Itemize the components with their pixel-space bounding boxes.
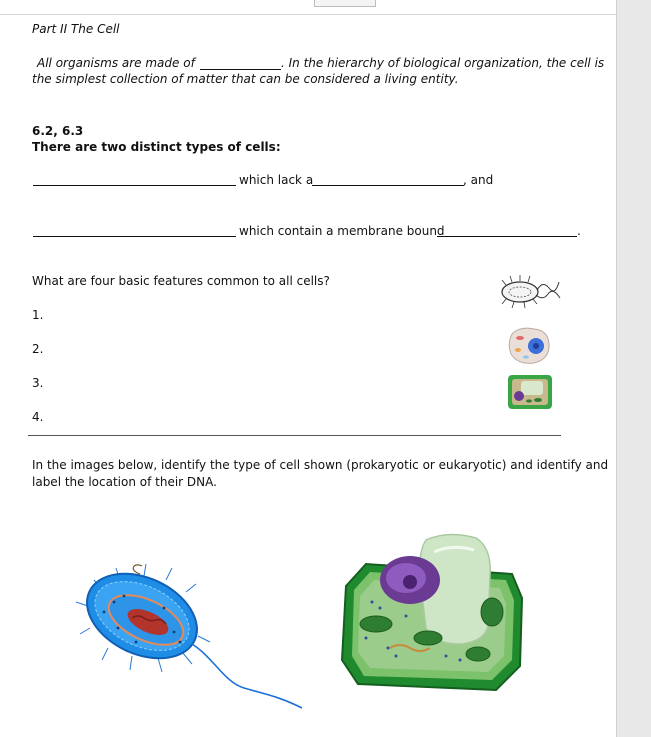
small-animal-cell-image bbox=[506, 324, 552, 366]
small-plant-cell-image bbox=[507, 374, 553, 410]
list-number-4: 4. bbox=[32, 410, 44, 424]
list-number-1: 1. bbox=[32, 308, 44, 322]
question-four-features: What are four basic features common to all cells? bbox=[32, 274, 330, 288]
fill-row1-end: , and bbox=[463, 173, 494, 187]
images-instruction-line2: label the location of their DNA. bbox=[32, 475, 217, 489]
list-number-3: 3. bbox=[32, 376, 44, 390]
divider-line bbox=[28, 435, 561, 436]
scrollbar-track[interactable] bbox=[616, 0, 651, 737]
images-instruction-line1: In the images below, identify the type of cell shown (prokaryotic or eukaryotic) and identify and bbox=[32, 458, 609, 472]
section-title: Part II The Cell bbox=[32, 22, 120, 36]
fill-row2-middle: which contain a membrane bound bbox=[239, 224, 445, 238]
intro-text-part1: All organisms are made of bbox=[37, 56, 195, 70]
bacterium-image bbox=[74, 562, 304, 710]
intro-text-part2: . In the hierarchy of biological organization, the cell is bbox=[281, 56, 605, 70]
plant-cell-image bbox=[336, 528, 526, 692]
fill-row1-middle: which lack a bbox=[239, 173, 314, 187]
two-types-heading: There are two distinct types of cells: bbox=[32, 140, 281, 154]
fill-row2-end: . bbox=[577, 224, 581, 238]
blank-lacking-structure[interactable] bbox=[312, 185, 464, 186]
small-bacterium-sketch-image bbox=[498, 268, 562, 312]
blank-cell-type-1[interactable] bbox=[33, 185, 236, 186]
page-tab-handle[interactable] bbox=[314, 0, 376, 7]
blank-cell-type-2[interactable] bbox=[33, 236, 236, 237]
blank-organisms-made-of[interactable] bbox=[200, 69, 281, 70]
intro-text-line2: the simplest collection of matter that can be considered a living entity. bbox=[32, 72, 459, 86]
blank-membrane-bound-structure[interactable] bbox=[437, 236, 577, 237]
page-top-edge bbox=[0, 0, 616, 15]
list-number-2: 2. bbox=[32, 342, 44, 356]
sections-reference: 6.2, 6.3 bbox=[32, 124, 84, 138]
